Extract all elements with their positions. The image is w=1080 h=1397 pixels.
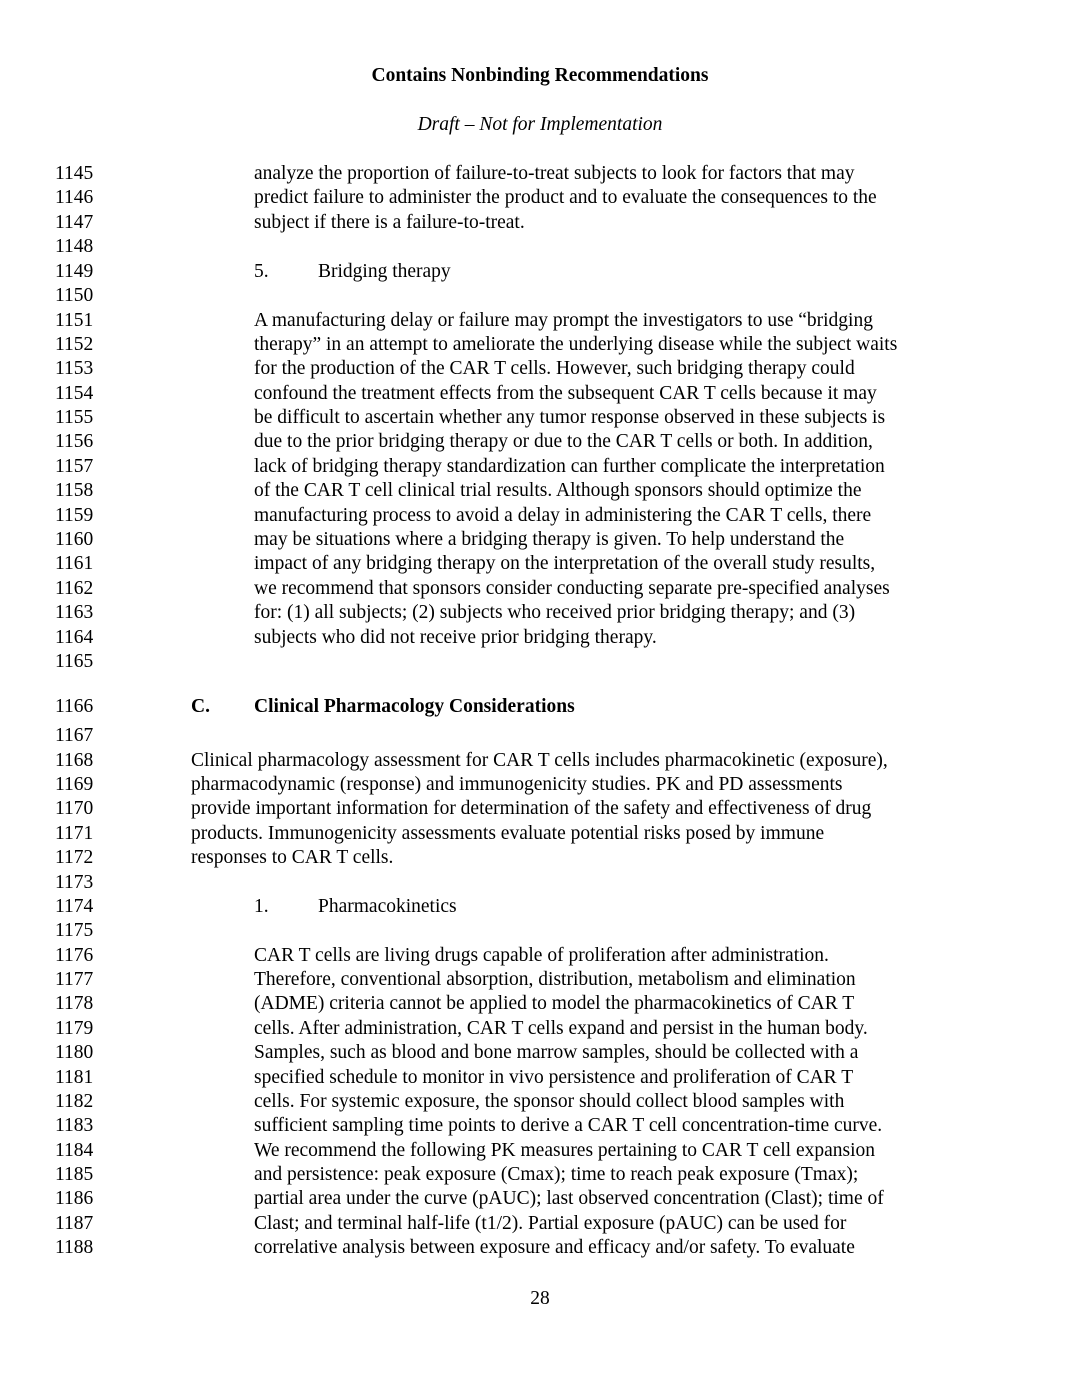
document-line xyxy=(0,357,1080,381)
line-number: 1183 xyxy=(55,1115,94,1136)
document-line xyxy=(0,479,1080,503)
line-number: 1167 xyxy=(55,725,94,746)
line-number: 1154 xyxy=(55,383,94,404)
body-text-line: may be situations where a bridging therapy is given. To help understand the xyxy=(254,529,845,550)
body-text-line: lack of bridging therapy standardization can further complicate the interpretation xyxy=(254,456,885,477)
line-number: 1149 xyxy=(55,261,94,282)
body-text-line: specified schedule to monitor in vivo persistence and proliferation of CAR T xyxy=(254,1067,854,1088)
line-number: 1150 xyxy=(55,285,94,306)
line-number: 1188 xyxy=(55,1237,94,1258)
document-line xyxy=(0,1090,1080,1114)
document-line xyxy=(0,235,1080,259)
body-text-line: responses to CAR T cells. xyxy=(191,847,394,868)
document-line xyxy=(0,749,1080,773)
body-text-line: subject if there is a failure-to-treat. xyxy=(254,212,525,233)
line-number: 1160 xyxy=(55,529,94,550)
document-line xyxy=(0,626,1080,650)
subsection-heading: Pharmacokinetics xyxy=(318,896,457,917)
body-text-line: CAR T cells are living drugs capable of proliferation after administration. xyxy=(254,945,829,966)
body-text-line: for the production of the CAR T cells. However, such bridging therapy could xyxy=(254,358,855,379)
document-line xyxy=(0,822,1080,846)
line-number: 1174 xyxy=(55,896,94,917)
document-line xyxy=(0,919,1080,943)
line-number: 1186 xyxy=(55,1188,94,1209)
document-line xyxy=(0,260,1080,284)
body-text-line: and persistence: peak exposure (Cmax); time to reach peak exposure (Tmax); xyxy=(254,1164,859,1185)
document-line xyxy=(0,650,1080,674)
body-text-line: pharmacodynamic (response) and immunogenicity studies. PK and PD assessments xyxy=(191,774,843,795)
document-line xyxy=(0,724,1080,748)
document-line xyxy=(0,430,1080,454)
document-line xyxy=(0,1212,1080,1236)
subsection-number: 1. xyxy=(254,896,269,917)
body-text-line: correlative analysis between exposure and efficacy and/or safety. To evaluate xyxy=(254,1237,855,1258)
page-header-subtitle: Draft – Not for Implementation xyxy=(417,114,663,135)
document-line xyxy=(0,1066,1080,1090)
document-line xyxy=(0,309,1080,333)
line-number: 1156 xyxy=(55,431,94,452)
document-line xyxy=(0,577,1080,601)
document-line xyxy=(0,1139,1080,1163)
body-text-line: manufacturing process to avoid a delay in administering the CAR T cells, there xyxy=(254,505,872,526)
document-line xyxy=(0,895,1080,919)
subsection-heading: Bridging therapy xyxy=(318,261,451,282)
document-line xyxy=(0,455,1080,479)
body-text-line: be difficult to ascertain whether any tumor response observed in these subjects is xyxy=(254,407,886,428)
document-line xyxy=(0,382,1080,406)
document-line xyxy=(0,211,1080,235)
document-line xyxy=(0,1017,1080,1041)
document-line xyxy=(0,1236,1080,1260)
body-text-line: therapy” in an attempt to ameliorate the underlying disease while the subject waits xyxy=(254,334,898,355)
line-number: 1171 xyxy=(55,823,94,844)
line-number: 1145 xyxy=(55,163,94,184)
body-text-line: impact of any bridging therapy on the interpretation of the overall study results, xyxy=(254,553,876,574)
line-number: 1177 xyxy=(55,969,94,990)
document-line xyxy=(0,695,1080,719)
subsection-number: 5. xyxy=(254,261,269,282)
line-number: 1166 xyxy=(55,696,94,717)
line-number: 1151 xyxy=(55,310,94,331)
line-number: 1146 xyxy=(55,187,94,208)
line-number: 1181 xyxy=(55,1067,94,1088)
body-text-line: due to the prior bridging therapy or due to the CAR T cells or both. In addition, xyxy=(254,431,873,452)
document-line xyxy=(0,1114,1080,1138)
line-number: 1182 xyxy=(55,1091,94,1112)
line-number: 1162 xyxy=(55,578,94,599)
body-text-line: cells. For systemic exposure, the sponsor should collect blood samples with xyxy=(254,1091,845,1112)
line-number: 1148 xyxy=(55,236,94,257)
body-text-line: A manufacturing delay or failure may prompt the investigators to use “bridging xyxy=(254,310,873,331)
body-text-line: subjects who did not receive prior bridging therapy. xyxy=(254,627,657,648)
body-text-line: Clast; and terminal half-life (t1/2). Partial exposure (pAUC) can be used for xyxy=(254,1213,847,1234)
document-line xyxy=(0,992,1080,1016)
line-number: 1152 xyxy=(55,334,94,355)
document-line xyxy=(0,1187,1080,1211)
document-line xyxy=(0,1041,1080,1065)
document-line xyxy=(0,944,1080,968)
body-text-line: products. Immunogenicity assessments evaluate potential risks posed by immune xyxy=(191,823,825,844)
line-number: 1164 xyxy=(55,627,94,648)
body-text-line: for: (1) all subjects; (2) subjects who received prior bridging therapy; and (3) xyxy=(254,602,856,623)
body-text-line: We recommend the following PK measures pertaining to CAR T cell expansion xyxy=(254,1140,876,1161)
body-text-line: partial area under the curve (pAUC); last observed concentration (Clast); time of xyxy=(254,1188,884,1209)
line-number: 1176 xyxy=(55,945,94,966)
line-number: 1159 xyxy=(55,505,94,526)
body-text-line: we recommend that sponsors consider conducting separate pre-specified analyses xyxy=(254,578,890,599)
body-text-line: predict failure to administer the product and to evaluate the consequences to the xyxy=(254,187,877,208)
line-number: 1147 xyxy=(55,212,94,233)
line-number: 1157 xyxy=(55,456,94,477)
line-number: 1163 xyxy=(55,602,94,623)
document-line xyxy=(0,552,1080,576)
line-number: 1178 xyxy=(55,993,94,1014)
document-line xyxy=(0,186,1080,210)
page-header-title: Contains Nonbinding Recommendations xyxy=(371,65,709,86)
line-number: 1153 xyxy=(55,358,94,379)
body-text-line: cells. After administration, CAR T cells expand and persist in the human body. xyxy=(254,1018,868,1039)
body-text-line: of the CAR T cell clinical trial results. Although sponsors should optimize the xyxy=(254,480,862,501)
line-number: 1155 xyxy=(55,407,94,428)
document-line xyxy=(0,528,1080,552)
section-heading: Clinical Pharmacology Considerations xyxy=(254,696,575,717)
document-line xyxy=(0,333,1080,357)
document-line xyxy=(0,797,1080,821)
body-text-line: Therefore, conventional absorption, distribution, metabolism and elimination xyxy=(254,969,856,990)
document-line xyxy=(0,162,1080,186)
document-line xyxy=(0,504,1080,528)
line-number: 1173 xyxy=(55,872,94,893)
body-text-line: provide important information for determination of the safety and effectiveness of drug xyxy=(191,798,872,819)
document-line xyxy=(0,846,1080,870)
document-line xyxy=(0,773,1080,797)
body-text-line: confound the treatment effects from the subsequent CAR T cells because it may xyxy=(254,383,877,404)
line-number: 1158 xyxy=(55,480,94,501)
body-text-line: Clinical pharmacology assessment for CAR T cells includes pharmacokinetic (exposure), xyxy=(191,750,888,771)
line-number: 1169 xyxy=(55,774,94,795)
document-line xyxy=(0,871,1080,895)
document-line xyxy=(0,601,1080,625)
body-text-line: Samples, such as blood and bone marrow samples, should be collected with a xyxy=(254,1042,859,1063)
body-text-line: (ADME) criteria cannot be applied to model the pharmacokinetics of CAR T xyxy=(254,993,855,1014)
line-number: 1165 xyxy=(55,651,94,672)
section-letter: C. xyxy=(191,696,210,717)
line-number: 1172 xyxy=(55,847,94,868)
body-text-line: analyze the proportion of failure-to-treat subjects to look for factors that may xyxy=(254,163,855,184)
document-line xyxy=(0,968,1080,992)
line-number: 1185 xyxy=(55,1164,94,1185)
document-line xyxy=(0,1163,1080,1187)
line-number: 1179 xyxy=(55,1018,94,1039)
page-number: 28 xyxy=(530,1288,550,1309)
line-number: 1170 xyxy=(55,798,94,819)
line-number: 1180 xyxy=(55,1042,94,1063)
body-text-line: sufficient sampling time points to derive a CAR T cell concentration-time curve. xyxy=(254,1115,883,1136)
line-number: 1161 xyxy=(55,553,94,574)
line-number: 1187 xyxy=(55,1213,94,1234)
line-number: 1168 xyxy=(55,750,94,771)
document-line xyxy=(0,406,1080,430)
line-number: 1184 xyxy=(55,1140,94,1161)
document-line xyxy=(0,284,1080,308)
line-number: 1175 xyxy=(55,920,94,941)
